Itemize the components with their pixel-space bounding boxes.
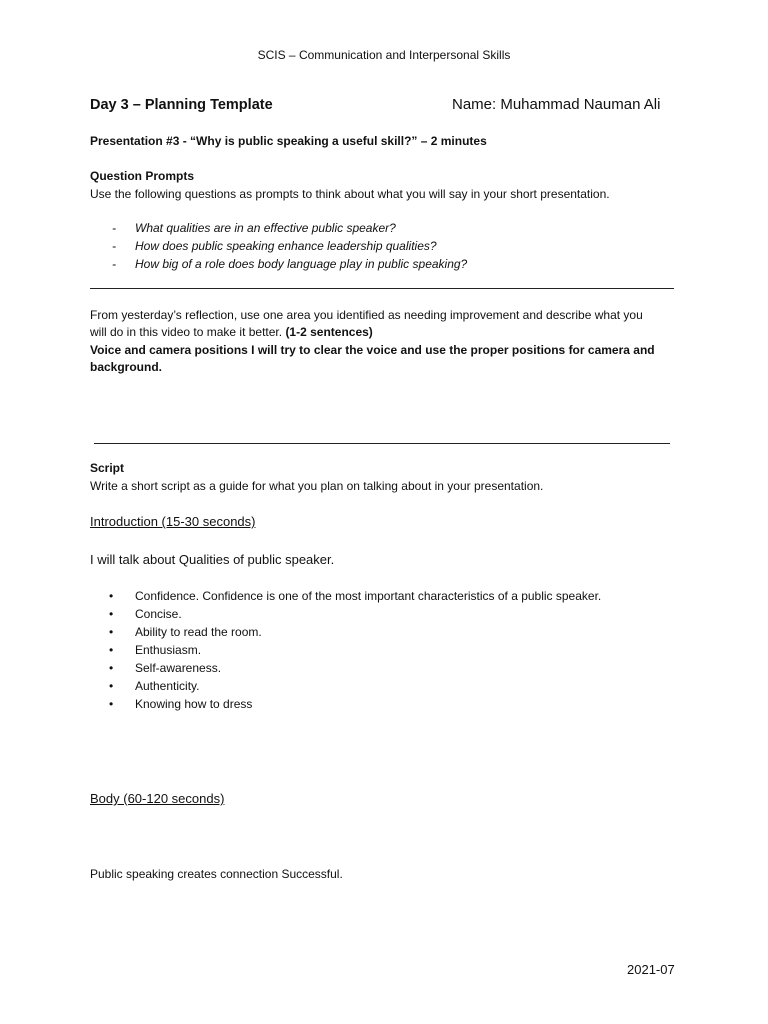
dash-marker: - [112, 239, 116, 253]
list-item: • Ability to read the room. [109, 625, 262, 639]
script-instruction: Write a short script as a guide for what you plan on talking about in your presentation. [90, 479, 544, 493]
bullet-marker: • [109, 607, 114, 621]
bullet-marker: • [109, 697, 114, 711]
list-item: - How big of a role does body language play in public speaking? [112, 257, 468, 271]
list-item: • Concise. [109, 607, 182, 621]
list-item: - What qualities are in an effective public speaker? [112, 221, 396, 235]
list-item: • Enthusiasm. [109, 643, 202, 657]
body-text: Public speaking creates connection Successful. [90, 867, 343, 881]
introduction-heading: Introduction (15-30 seconds) [90, 514, 256, 529]
list-item: • Knowing how to dress [109, 697, 253, 711]
list-item: • Confidence. Confidence is one of the most important characteristics of a public speaker. [109, 589, 602, 603]
introduction-text: I will talk about Qualities of public speaker. [90, 552, 335, 567]
divider-line [90, 288, 674, 289]
document-header: SCIS – Communication and Interpersonal Skills [257, 48, 511, 62]
reflection-answer: Voice and camera positions I will try to clear the voice and use the proper positions for camera and [90, 343, 655, 357]
list-item: • Self-awareness. [109, 661, 222, 675]
question-prompts-heading: Question Prompts [90, 169, 195, 183]
reflection-prompt-line: will do in this video to make it better. (1-2 sentences) [90, 325, 373, 339]
bullet-marker: • [109, 643, 114, 657]
bullet-marker: • [109, 625, 114, 639]
footer-date: 2021-07 [627, 962, 675, 977]
script-heading: Script [90, 461, 125, 475]
bullet-marker: • [109, 589, 114, 603]
page-title: Day 3 – Planning Template [90, 97, 273, 113]
reflection-prompt-line: From yesterday’s reflection, use one area you identified as needing improvement and describe what you [90, 308, 643, 322]
presentation-title: Presentation #3 - “Why is public speaking a useful skill?” – 2 minutes [90, 134, 487, 148]
student-name: Name: Muhammad Nauman Ali [452, 96, 661, 113]
list-item: - How does public speaking enhance leadership qualities? [112, 239, 437, 253]
divider-line [94, 443, 670, 444]
qualities-list [90, 587, 601, 713]
dash-marker: - [112, 257, 116, 271]
bullet-marker: • [109, 679, 114, 693]
list-item: • Authenticity. [109, 679, 200, 693]
question-list [90, 219, 467, 273]
bullet-marker: • [109, 661, 114, 675]
question-prompts-instruction: Use the following questions as prompts to think about what you will say in your short presentation. [90, 187, 610, 201]
dash-marker: - [112, 221, 116, 235]
body-heading: Body (60-120 seconds) [90, 791, 225, 806]
reflection-answer: background. [90, 360, 163, 374]
